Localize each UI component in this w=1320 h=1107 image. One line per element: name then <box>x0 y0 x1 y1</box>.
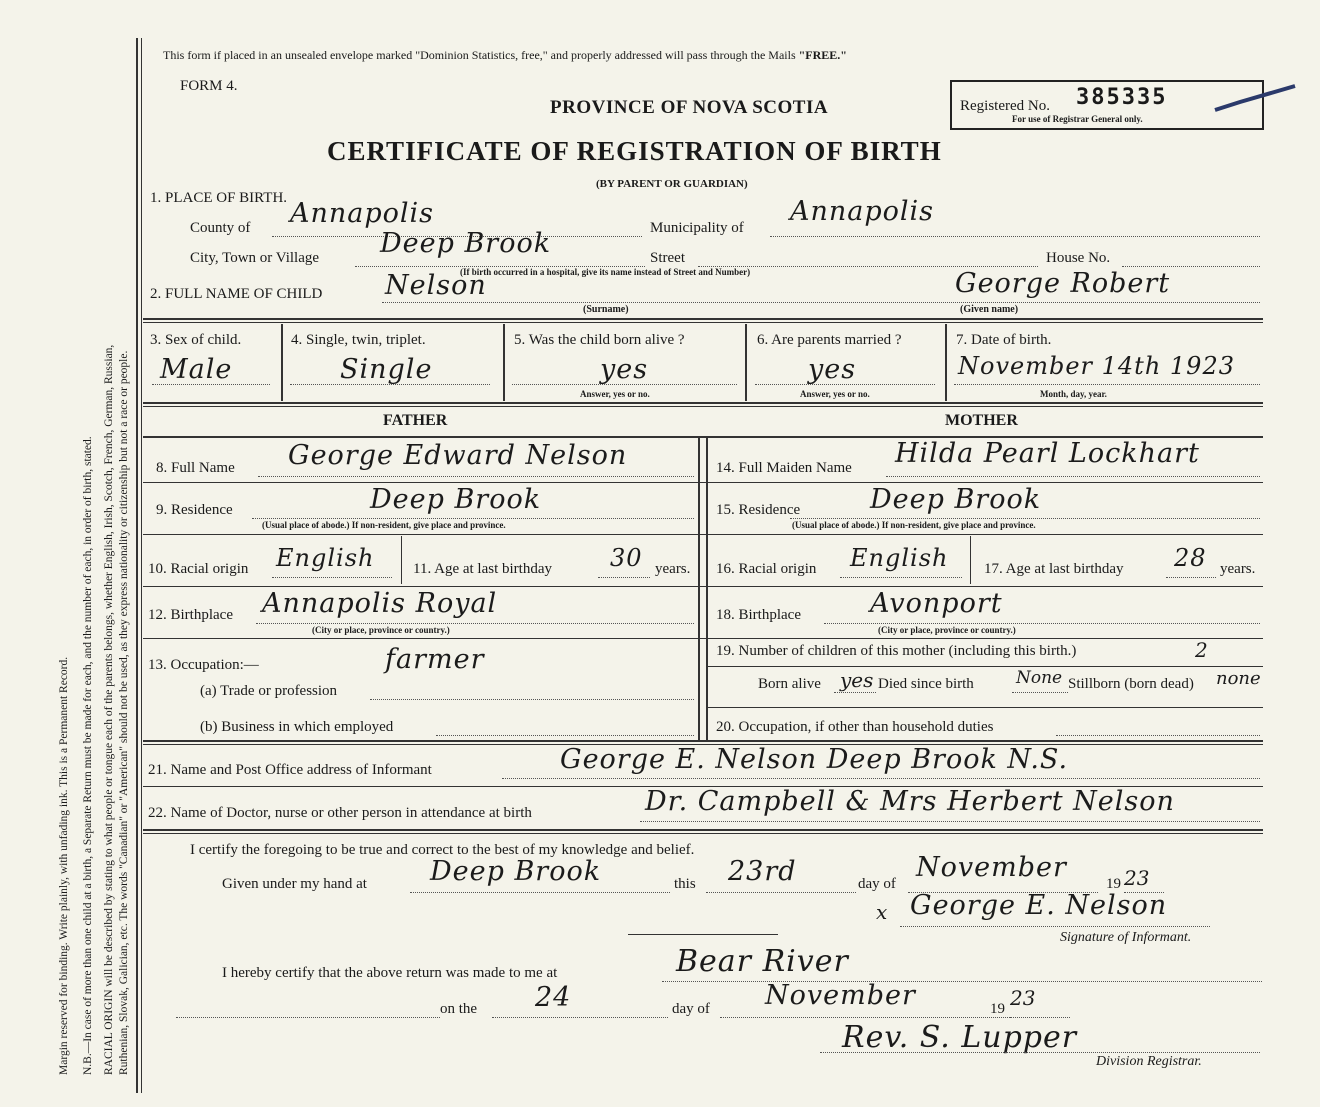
on-lead-line <box>176 1017 440 1018</box>
dob-caption: Month, day, year. <box>1040 389 1107 399</box>
rule <box>628 934 778 935</box>
province-heading: PROVINCE OF NOVA SCOTIA <box>550 97 829 118</box>
return-place-line <box>662 981 1262 982</box>
divider <box>281 324 283 401</box>
informant-line <box>502 778 1260 779</box>
side-note-1: Margin reserved for binding. Write plainly, with unfading ink. This is a Permanent Record. <box>58 656 70 1075</box>
divider <box>945 324 947 401</box>
rule <box>708 666 1263 667</box>
registrar-signature: Rev. S. Lupper <box>842 1020 1078 1055</box>
rule <box>143 740 1263 742</box>
born-alive-count-label: Born alive <box>758 676 821 692</box>
sex-value: Male <box>160 354 233 385</box>
hospital-note: (If birth occurred in a hospital, give its name instead of Street and Number) <box>460 267 751 277</box>
born-alive-count-line <box>834 692 876 693</box>
x-mark: x <box>876 900 888 924</box>
rule <box>143 318 1263 320</box>
certificate-subtitle: (BY PARENT OR GUARDIAN) <box>596 178 748 190</box>
year-value: 23 <box>1124 866 1150 890</box>
father-birthplace-line <box>256 623 694 624</box>
father-residence-line <box>252 518 694 519</box>
place-of-birth-heading: 1. PLACE OF BIRTH. <box>150 190 288 206</box>
father-birthplace-label: 12. Birthplace <box>148 607 233 623</box>
year-prefix: 19 <box>1106 876 1121 892</box>
mother-occupation-line <box>1056 735 1260 736</box>
this-label: this <box>674 876 696 892</box>
sex-label: 3. Sex of child. <box>150 332 242 348</box>
child-surname-value: Nelson <box>385 270 487 301</box>
child-name-line <box>382 302 1260 303</box>
mother-residence-label: 15. Residence <box>716 502 801 518</box>
stillborn-label: Stillborn (born dead) <box>1068 676 1194 692</box>
mother-race-label: 16. Racial origin <box>716 561 817 577</box>
father-residence-label: 9. Residence <box>156 502 233 518</box>
mother-birthplace-value: Avonport <box>870 588 1003 619</box>
mother-name-value: Hilda Pearl Lockhart <box>895 438 1200 469</box>
informant-signature: George E. Nelson <box>910 890 1168 921</box>
rule <box>143 482 1263 483</box>
father-name-line <box>258 476 694 477</box>
on-day-value: 24 <box>535 982 572 1013</box>
informant-label: 21. Name and Post Office address of Informant <box>148 762 432 778</box>
registrar-caption: Division Registrar. <box>1096 1054 1202 1069</box>
father-business-line <box>436 735 694 736</box>
died-line <box>1012 692 1068 693</box>
father-birthplace-value: Annapolis Royal <box>262 588 498 619</box>
return-place-value: Bear River <box>676 944 849 979</box>
on-month-value: November <box>765 980 916 1011</box>
mother-age-value: 28 <box>1174 544 1207 572</box>
father-trade-line <box>370 699 694 700</box>
father-age-label: 11. Age at last birthday <box>413 561 552 577</box>
street-label: Street <box>650 250 685 266</box>
county-label: County of <box>190 220 251 236</box>
doctor-line <box>640 821 1260 822</box>
born-alive-line <box>512 384 737 385</box>
mail-notice-text: This form if placed in an unsealed envelope marked "Dominion Statistics, free," and properly addressed will pass through the Mails <box>163 48 796 62</box>
father-race-line <box>272 577 392 578</box>
municipality-value: Annapolis <box>790 196 935 227</box>
house-no-line <box>1122 266 1260 267</box>
on-the-label: on the <box>440 1001 478 1017</box>
mother-age-label: 17. Age at last birthday <box>984 561 1124 577</box>
rule <box>143 829 1263 831</box>
form-number: FORM 4. <box>180 78 238 94</box>
registered-label: Registered No. <box>960 98 1050 114</box>
municipality-label: Municipality of <box>650 220 744 236</box>
margin-line-inner <box>141 38 142 1093</box>
on-day-line <box>492 1017 668 1018</box>
signature-line <box>900 926 1210 927</box>
mother-residence-line <box>790 518 1260 519</box>
single-line <box>290 384 490 385</box>
margin-line <box>136 38 138 1093</box>
married-line <box>755 384 935 385</box>
certify-statement: I certify the foregoing to be true and correct to the best of my knowledge and belief. <box>190 842 695 858</box>
month-value: November <box>916 852 1067 883</box>
mother-age-line <box>1166 577 1216 578</box>
single-label: 4. Single, twin, triplet. <box>291 332 426 348</box>
rule <box>143 638 1263 639</box>
doctor-label: 22. Name of Doctor, nurse or other person in attendance at birth <box>148 805 532 821</box>
father-residence-caption: (Usual place of abode.) If non-resident, give place and province. <box>262 520 506 530</box>
rule <box>143 833 1263 834</box>
sex-line <box>152 384 270 385</box>
married-caption: Answer, yes or no. <box>800 389 870 399</box>
divider <box>401 536 402 584</box>
dob-label: 7. Date of birth. <box>956 332 1052 348</box>
mother-children-label: 19. Number of children of this mother (including this birth.) <box>716 643 1077 659</box>
mother-name-line <box>886 476 1260 477</box>
father-trade-label: (a) Trade or profession <box>200 683 338 699</box>
rule <box>143 322 1263 323</box>
mother-birthplace-label: 18. Birthplace <box>716 607 801 623</box>
mother-occupation-label: 20. Occupation, if other than household duties <box>716 719 994 735</box>
signature-caption: Signature of Informant. <box>1060 930 1192 945</box>
city-value: Deep Brook <box>380 228 552 259</box>
married-label: 6. Are parents married ? <box>757 332 902 348</box>
rule <box>143 586 1263 587</box>
father-birthplace-caption: (City or place, province or country.) <box>312 625 450 635</box>
father-name-label: 8. Full Name <box>156 460 235 476</box>
mother-residence-value: Deep Brook <box>870 484 1042 515</box>
child-given-value: George Robert <box>955 268 1171 299</box>
side-note-2: N.B.—In case of more than one child at a birth, a Separate Return must be made for each, and the number of each, in order of birth, stated. <box>82 436 94 1075</box>
mother-children-value: 2 <box>1195 638 1208 662</box>
father-age-line <box>598 577 650 578</box>
dob-line <box>954 384 1260 385</box>
mother-race-line <box>840 577 962 578</box>
stillborn-value: none <box>1216 668 1261 689</box>
mother-heading: MOTHER <box>945 412 1018 429</box>
side-note-4: Ruthenian, Slovak, Galician, etc. The words "Canadian" or "American" should not be used, as they express nationality or citizenship but not a race or people. <box>118 350 130 1075</box>
municipality-line <box>770 236 1260 237</box>
mail-free-text: "FREE." <box>798 48 847 62</box>
father-business-label: (b) Business in which employed <box>200 719 394 735</box>
mother-birthplace-caption: (City or place, province or country.) <box>878 625 1016 635</box>
doctor-value: Dr. Campbell & Mrs Herbert Nelson <box>645 786 1175 817</box>
father-occupation-label: 13. Occupation:— <box>148 657 259 673</box>
mother-race-value: English <box>850 544 949 572</box>
given-place-value: Deep Brook <box>430 856 602 887</box>
father-age-unit: years. <box>655 561 691 577</box>
day-line <box>706 892 856 893</box>
informant-value: George E. Nelson Deep Brook N.S. <box>560 744 1069 775</box>
born-alive-count-value: yes <box>840 668 874 692</box>
on-year-value: 23 <box>1010 986 1036 1010</box>
check-mark-icon <box>1210 80 1300 120</box>
mother-age-unit: years. <box>1220 561 1256 577</box>
father-race-label: 10. Racial origin <box>148 561 249 577</box>
certificate-title: CERTIFICATE OF REGISTRATION OF BIRTH <box>327 136 942 166</box>
registrar-note: For use of Registrar General only. <box>1012 114 1143 124</box>
father-name-value: George Edward Nelson <box>288 440 628 471</box>
given-place-line <box>410 892 670 893</box>
city-label: City, Town or Village <box>190 250 320 266</box>
born-alive-label: 5. Was the child born alive ? <box>514 332 685 348</box>
born-alive-caption: Answer, yes or no. <box>580 389 650 399</box>
divider <box>970 536 971 584</box>
on-year-line <box>1010 1017 1070 1018</box>
registered-number: 385335 <box>1076 85 1168 110</box>
day-of-label-2: day of <box>672 1001 710 1017</box>
given-caption: (Given name) <box>960 304 1019 315</box>
day-of-label: day of <box>858 876 896 892</box>
child-name-label: 2. FULL NAME OF CHILD <box>150 286 323 302</box>
father-race-value: English <box>276 544 375 572</box>
side-note-3: RACIAL ORIGIN will be described by stating to what people or tongue each of the parents belongs, whether English, Irish, Scotch, French, German, Russian, <box>103 344 115 1075</box>
rule <box>143 406 1263 407</box>
registrar-line <box>820 1052 1260 1053</box>
on-year-prefix: 19 <box>990 1001 1005 1017</box>
rule <box>708 707 1263 708</box>
mother-birthplace-line <box>824 623 1260 624</box>
mother-residence-caption: (Usual place of abode.) If non-resident, give place and province. <box>792 520 1036 530</box>
house-no-label: House No. <box>1046 250 1111 266</box>
county-value: Annapolis <box>290 198 435 229</box>
mail-notice <box>163 48 847 63</box>
dob-value: November 14th 1923 <box>958 352 1235 380</box>
father-age-value: 30 <box>610 544 643 572</box>
father-residence-value: Deep Brook <box>370 484 542 515</box>
died-value: None <box>1016 668 1063 688</box>
father-occupation-value: farmer <box>385 644 485 675</box>
divider <box>745 324 747 401</box>
mother-name-label: 14. Full Maiden Name <box>716 460 852 476</box>
surname-caption: (Surname) <box>583 304 629 315</box>
rule <box>143 402 1263 404</box>
day-value: 23rd <box>728 856 797 887</box>
rule <box>143 534 1263 535</box>
father-heading: FATHER <box>383 412 448 429</box>
given-label: Given under my hand at <box>222 876 367 892</box>
born-alive-value: yes <box>600 354 649 385</box>
divider <box>503 324 505 401</box>
married-value: yes <box>808 354 857 385</box>
return-label: I hereby certify that the above return was made to me at <box>222 965 558 981</box>
single-value: Single <box>340 354 433 385</box>
died-label: Died since birth <box>878 676 974 692</box>
